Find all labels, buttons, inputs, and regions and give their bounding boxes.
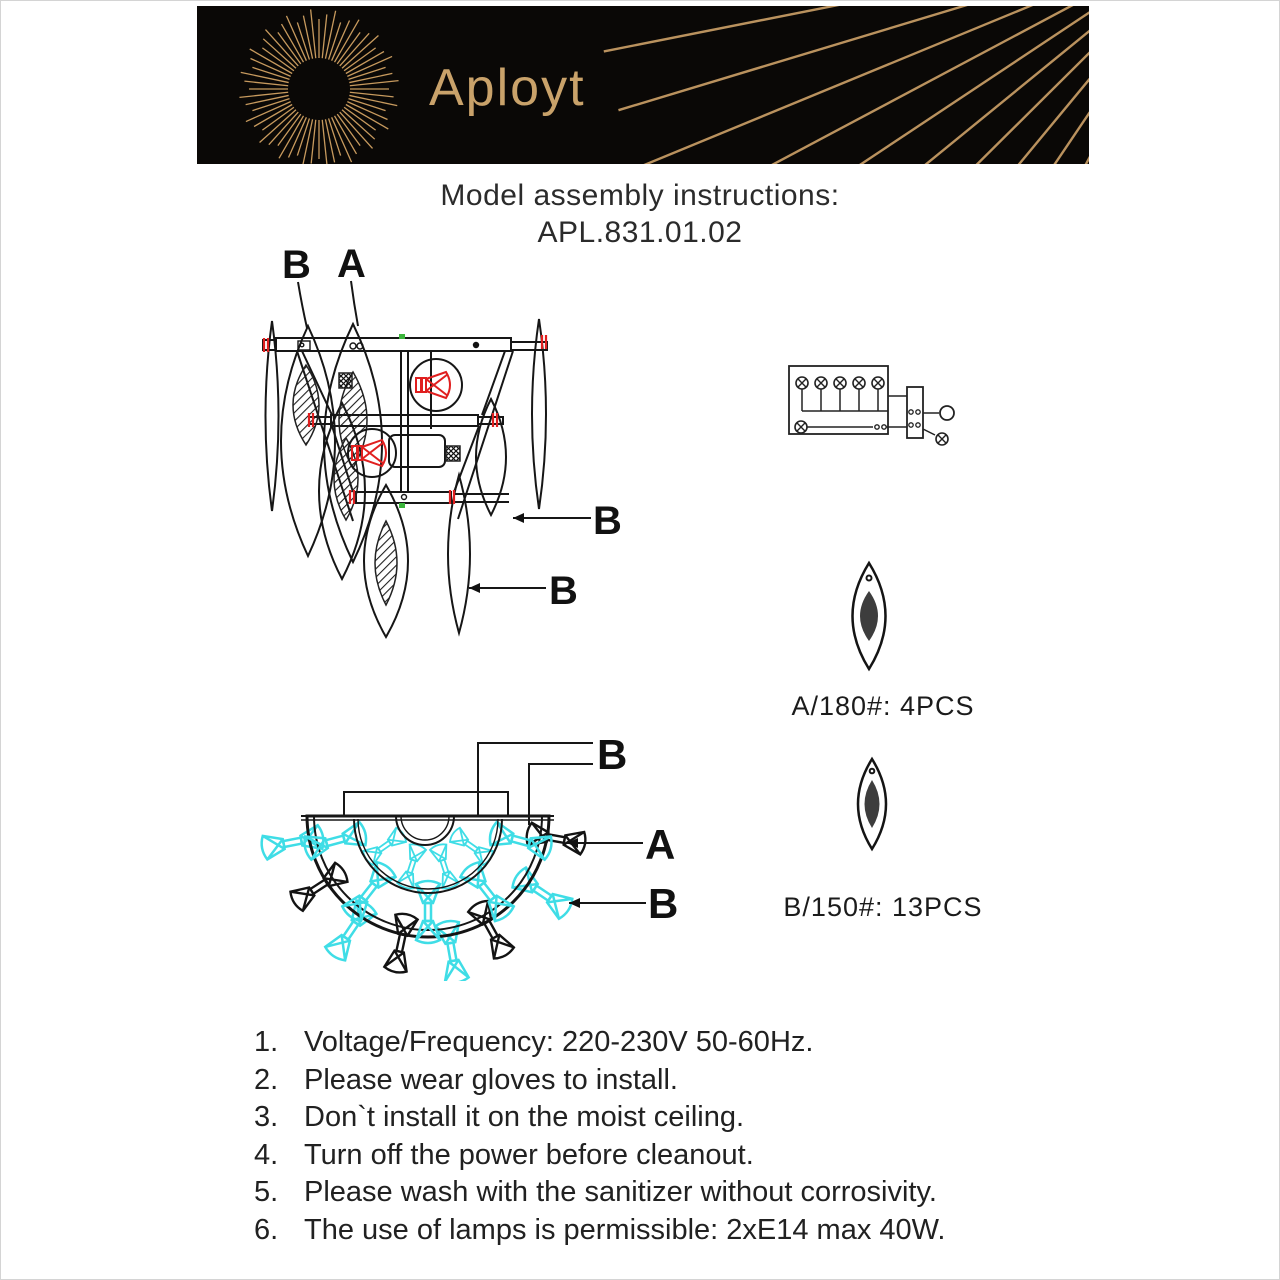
- banner-decor: [197, 6, 1089, 164]
- label-b-right-upper: B: [593, 499, 622, 543]
- assembly-side-diagram: [251, 241, 681, 671]
- model-code: APL.831.01.02: [537, 216, 743, 249]
- instruction-item: [254, 1137, 1084, 1175]
- instruction-item: [254, 1024, 1084, 1062]
- label-b-top: B: [597, 731, 628, 778]
- part-a-figure: [841, 556, 897, 676]
- instruction-number: 1.: [254, 1026, 279, 1058]
- instruction-text: Please wash with the sanitizer without corrosivity.: [304, 1176, 937, 1209]
- instruction-text: Please wear gloves to install.: [304, 1063, 678, 1096]
- instruction-item: [254, 1174, 1084, 1212]
- label-b-top: B: [282, 243, 311, 287]
- instruction-text: Don`t install it on the moist ceiling.: [304, 1101, 745, 1134]
- brand-name: Aployt: [429, 59, 586, 117]
- assembly-bottom-diagram: [256, 726, 681, 981]
- instruction-text: Turn off the power before cleanout.: [304, 1138, 754, 1171]
- title-block: [1, 177, 1279, 251]
- part-b-figure: [841, 751, 901, 856]
- page-title: Model assembly instructions:: [440, 179, 840, 212]
- instructions-list: [254, 1024, 1084, 1250]
- switch-symbol: [940, 406, 954, 420]
- label-b-bottom: B: [648, 880, 679, 927]
- instruction-number: 4.: [254, 1138, 279, 1171]
- wiring-diagram: [779, 353, 989, 463]
- instruction-item: [254, 1062, 1084, 1100]
- sunburst-center: [289, 59, 349, 119]
- instruction-item: [254, 1212, 1084, 1250]
- brand-banner: [197, 6, 1089, 164]
- label-a: A: [645, 821, 676, 868]
- corner-rays-icon: [604, 6, 1089, 164]
- crystal-leaves: [266, 319, 547, 637]
- instruction-item: [254, 1099, 1084, 1137]
- instruction-number: 5.: [254, 1176, 279, 1209]
- instruction-text: The use of lamps is permissible: 2xE14 max 40W.: [304, 1213, 946, 1246]
- instruction-number: 3.: [254, 1101, 279, 1134]
- instruction-text: Voltage/Frequency: 220-230V 50-60Hz.: [304, 1026, 814, 1058]
- instruction-number: 6.: [254, 1213, 279, 1246]
- label-b-right-lower: B: [549, 569, 578, 613]
- mount-plate: [344, 792, 508, 816]
- dome-rim-inner: [314, 816, 542, 930]
- label-a-top: A: [337, 242, 366, 286]
- instruction-number: 2.: [254, 1063, 279, 1096]
- part-a-label: A/180#: 4PCS: [791, 691, 975, 721]
- part-b-label: B/150#: 13PCS: [783, 892, 983, 922]
